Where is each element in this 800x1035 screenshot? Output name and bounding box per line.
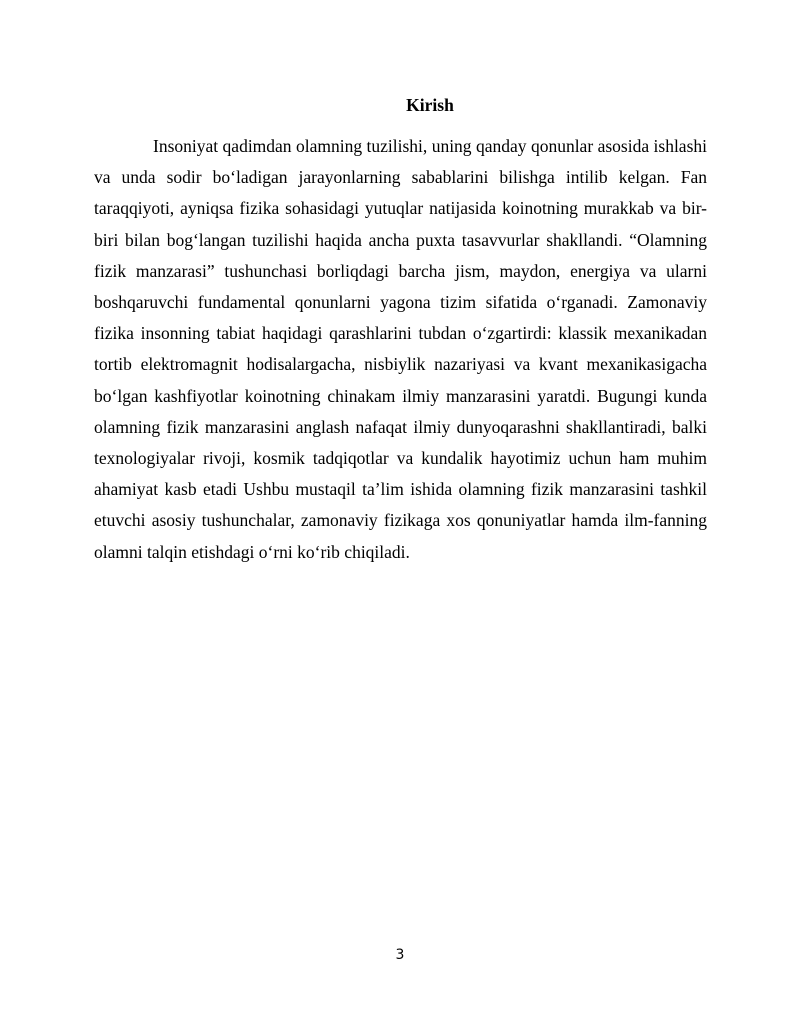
page-number: 3 [395,947,405,963]
section-title: Kirish [406,95,454,115]
body-paragraph: Insoniyat qadimdan olamning tuzilishi, uning qanday qonunlar asosida ishlashi va unda sodir bo‘ladigan jarayonlarning sabablarini bilishga intilib kelgan. Fan taraqqiyoti, ayniqsa fizika sohasidagi yutuqlar natijasida koinotning murakkab va bir-biri bilan bog‘langan tuzilishi haqida ancha puxta tasavvurlar shakllandi. “Olamning fizik manzarasi” tushunchasi borliqdagi barcha jism, maydon, energiya va ularni boshqaruvchi fundamental qonunlarni yagona tizim sifatida o‘rganadi. Zamonaviy fizika insonning tabiat haqidagi qarashlarini tubdan o‘zgartirdi: klassik mexanikadan tortib elektromagnit hodisalargacha, nisbiylik nazariyasi va kvant mexanikasigacha bo‘lgan kashfiyotlar koinotning chinakam ilmiy manzarasini yaratdi. Bugungi kunda olamning fizik manzarasini anglash nafaqat ilmiy dunyoqarashni shakllantiradi, balki texnologiyalar rivoji, kosmik tadqiqotlar va kundalik hayotimiz uchun ham muhim ahamiyat kasb etadi Ushbu mustaqil ta’lim ishida olamning fizik manzarasini tashkil etuvchi asosiy tushunchalar, zamonaviy fizikaga xos qonuniyatlar hamda ilm-fanning olamni talqin etishdagi o‘rni ko‘rib chiqiladi. [94,136,707,562]
